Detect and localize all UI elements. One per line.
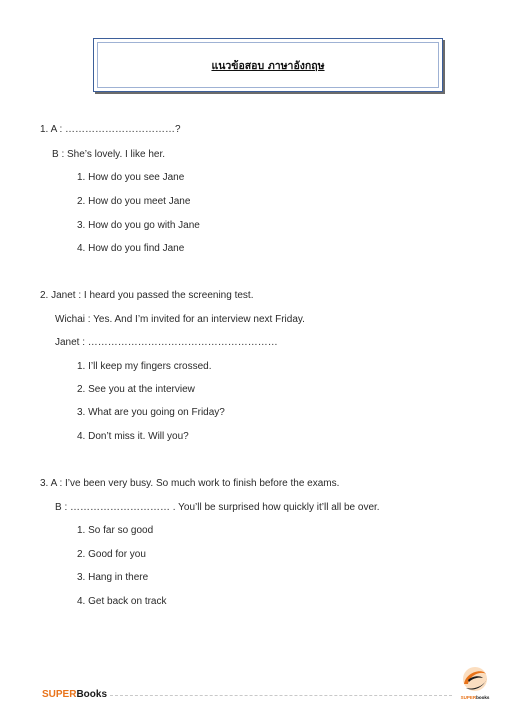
question-2-dialogue-janet: Janet : ………………………………………………… — [55, 337, 278, 348]
logo-wordmark — [452, 695, 498, 701]
question-1-option-1: 1. How do you see Jane — [77, 172, 185, 183]
question-3-option-4: 4. Get back on track — [77, 596, 167, 607]
question-2-option-1: 1. I’ll keep my fingers crossed. — [77, 361, 212, 372]
footer-divider — [110, 695, 452, 696]
question-3-reply: B : ………………………… . You’ll be surprised how quickly it’ll all be over. — [55, 502, 380, 513]
question-3-option-3: 3. Hang in there — [77, 572, 149, 583]
question-2-option-2: 2. See you at the interview — [77, 384, 195, 395]
footer-brand — [42, 688, 107, 702]
logo-wordmark-books: books — [476, 695, 490, 700]
question-1-stem: 1. A : ……………………………? — [40, 124, 181, 135]
question-1-option-3: 3. How do you go with Jane — [77, 220, 200, 231]
logo-wordmark-super: SUPER — [460, 695, 477, 700]
question-1-option-2: 2. How do you meet Jane — [77, 196, 191, 207]
question-3-option-2: 2. Good for you — [77, 549, 146, 560]
title-box-inner — [97, 42, 439, 88]
question-3-option-1: 1. So far so good — [77, 525, 154, 536]
title-box — [93, 38, 443, 92]
question-2-option-4: 4. Don’t miss it. Will you? — [77, 431, 189, 442]
question-2-dialogue-wichai: Wichai : Yes. And I’m invited for an interview next Friday. — [55, 314, 305, 325]
page-title: แนวข้อสอบ ภาษาอังกฤษ — [211, 59, 325, 72]
footer-brand-books: Books — [76, 689, 108, 700]
question-3-stem: 3. A : I’ve been very busy. So much work to finish before the exams. — [40, 478, 340, 489]
question-1-option-4: 4. How do you find Jane — [77, 243, 185, 254]
question-2-stem: 2. Janet : I heard you passed the screening test. — [40, 290, 254, 301]
question-2-option-3: 3. What are you going on Friday? — [77, 407, 225, 418]
question-1-reply: B : She’s lovely. I like her. — [52, 149, 166, 160]
footer-brand-super: SUPER — [42, 689, 77, 700]
